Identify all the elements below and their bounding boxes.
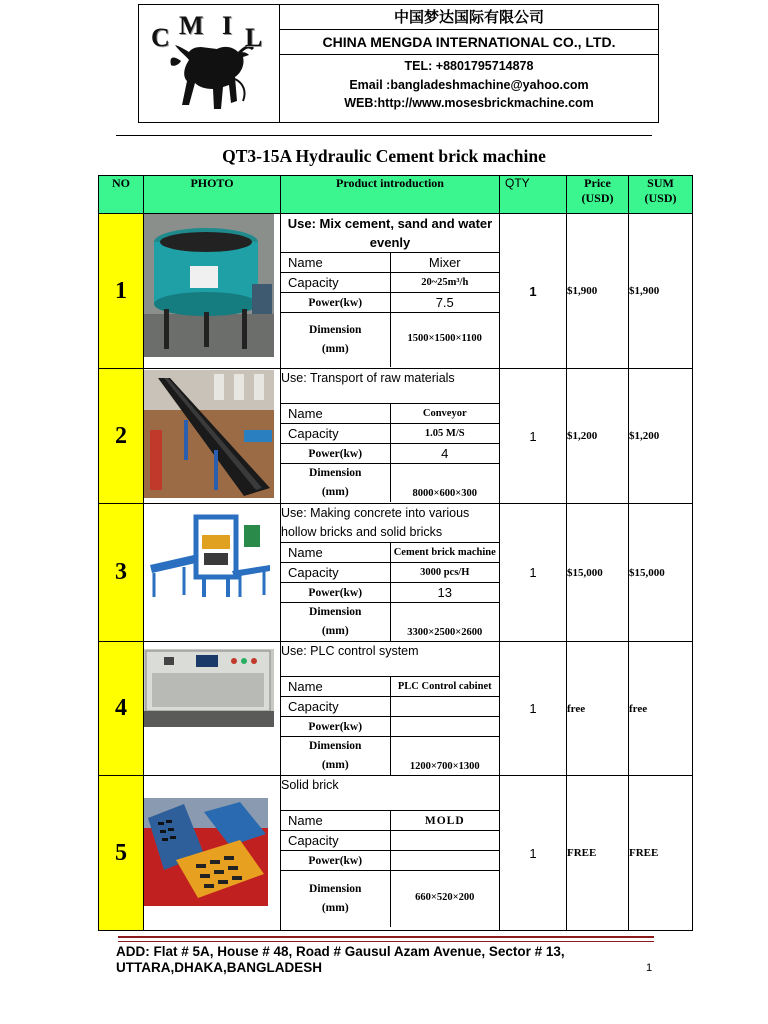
brick-machine-photo: [144, 504, 281, 642]
capacity-value: 3000 pcs/H: [390, 563, 499, 583]
logo-letter: M: [179, 11, 204, 40]
power-label: Power(kw): [281, 293, 390, 313]
row-number: 5: [99, 776, 144, 931]
power-label: Power(kw): [281, 851, 390, 871]
power-label: Power(kw): [281, 717, 390, 737]
page-title: QT3-15A Hydraulic Cement brick machine: [222, 146, 546, 166]
footer-divider: [118, 941, 654, 942]
table-row: [99, 642, 693, 776]
dimension-value: 1500×1500×1100: [390, 313, 499, 368]
name-label: Name: [281, 677, 390, 697]
dimension-label: Dimension (mm): [281, 464, 390, 503]
capacity-label: Capacity: [281, 273, 390, 293]
capacity-value: [390, 697, 499, 717]
use-description: Use: PLC control system: [281, 644, 419, 658]
company-name-cn: 中国梦达国际有限公司: [280, 5, 658, 30]
use-description: Use: Making concrete into various hollow bricks and solid bricks: [281, 506, 470, 539]
footer-address: ADD: Flat # 5A, House # 48, Road # Gausul Azam Avenue, Sector # 13, UTTARA,DHAKA,BANGLADESH: [116, 944, 565, 975]
qty-value: 1: [500, 776, 567, 931]
price-value: $1,200: [567, 369, 629, 504]
dimension-value: 660×520×200: [390, 871, 499, 928]
dimension-label: Dimension (mm): [281, 737, 390, 776]
company-name-en: CHINA MENGDA INTERNATIONAL CO., LTD.: [280, 30, 658, 55]
row-number: 3: [99, 504, 144, 642]
price-value: FREE: [567, 776, 629, 931]
email-text: Email :bangladeshmachine@yahoo.com: [349, 77, 589, 92]
power-label: Power(kw): [281, 444, 390, 464]
sum-value: $1,900: [629, 214, 693, 369]
capacity-value: 1.05 M/S: [390, 424, 499, 444]
col-header-price: Price (USD): [567, 176, 629, 214]
capacity-value: 20~25m³/h: [390, 273, 499, 293]
power-value: [390, 851, 499, 871]
dimension-label: Dimension (mm): [281, 871, 390, 928]
name-value: MOLD: [390, 811, 499, 831]
page-number: 1: [646, 962, 653, 974]
qty-value: 1: [500, 369, 567, 504]
name-value: PLC Control cabinet: [390, 677, 499, 697]
capacity-label: Capacity: [281, 563, 390, 583]
conveyor-image-icon: [144, 370, 274, 498]
footer-divider: [118, 936, 654, 938]
col-header-sum: SUM (USD): [629, 176, 693, 214]
table-header-row: [99, 176, 693, 214]
sum-value: $1,200: [629, 369, 693, 504]
mold-photo: [144, 776, 281, 931]
company-logo: [139, 5, 280, 122]
power-value: 4: [390, 444, 499, 464]
row-number: 1: [99, 214, 144, 369]
capacity-label: Capacity: [281, 424, 390, 444]
use-description: Use: Transport of raw materials: [281, 371, 455, 385]
name-value: Conveyor: [390, 404, 499, 424]
phone-text: TEL: +8801795714878: [404, 59, 534, 73]
name-label: Name: [281, 811, 390, 831]
name-label: Name: [281, 543, 390, 563]
price-value: free: [567, 642, 629, 776]
dimension-label: Dimension (mm): [281, 313, 390, 368]
capacity-value: [390, 831, 499, 851]
letterhead: [138, 4, 659, 123]
row-number: 2: [99, 369, 144, 504]
conveyor-photo: [144, 369, 281, 504]
table-row: [99, 369, 693, 504]
power-label: Power(kw): [281, 583, 390, 603]
col-header-photo: PHOTO: [144, 176, 281, 214]
sum-value: $15,000: [629, 504, 693, 642]
col-header-no: NO: [99, 176, 144, 214]
name-value: Mixer: [390, 253, 499, 273]
col-header-intro: Product introduction: [281, 176, 500, 214]
mold-image-icon: [144, 798, 268, 906]
logo-letter: L: [245, 23, 263, 52]
capacity-label: Capacity: [281, 831, 390, 851]
dimension-value: 8000×600×300: [390, 464, 499, 503]
mixer-image-icon: [144, 214, 274, 357]
web-text: WEB:http://www.mosesbrickmachine.com: [344, 96, 594, 110]
dimension-value: 1200×700×1300: [390, 737, 499, 776]
qty-value: 1: [500, 642, 567, 776]
price-value: $1,900: [567, 214, 629, 369]
sum-value: FREE: [629, 776, 693, 931]
quotation-table: [98, 175, 693, 931]
sum-value: free: [629, 642, 693, 776]
table-row: [99, 776, 693, 931]
price-value: $15,000: [567, 504, 629, 642]
capacity-label: Capacity: [281, 697, 390, 717]
power-value: [390, 717, 499, 737]
qty-value: 1: [500, 214, 567, 369]
divider: [116, 135, 652, 136]
dimension-value: 3300×2500×2600: [390, 603, 499, 642]
plc-cabinet-photo: [144, 642, 281, 776]
col-header-qty: QTY: [500, 176, 567, 214]
brick-machine-image-icon: [144, 505, 274, 603]
power-value: 7.5: [390, 293, 499, 313]
logo-letter: I: [222, 11, 233, 40]
use-description: Solid brick: [281, 778, 339, 792]
table-row: [99, 214, 693, 369]
name-label: Name: [281, 253, 390, 273]
name-label: Name: [281, 404, 390, 424]
logo-letter: C: [151, 23, 170, 52]
qty-value: 1: [500, 504, 567, 642]
power-value: 13: [390, 583, 499, 603]
table-row: [99, 504, 693, 642]
use-description: Use: Mix cement, sand and water evenly: [287, 216, 493, 250]
row-number: 4: [99, 642, 144, 776]
dimension-label: Dimension (mm): [281, 603, 390, 642]
mixer-photo: [144, 214, 281, 369]
plc-cabinet-image-icon: [144, 649, 274, 727]
name-value: Cement brick machine: [390, 543, 499, 563]
